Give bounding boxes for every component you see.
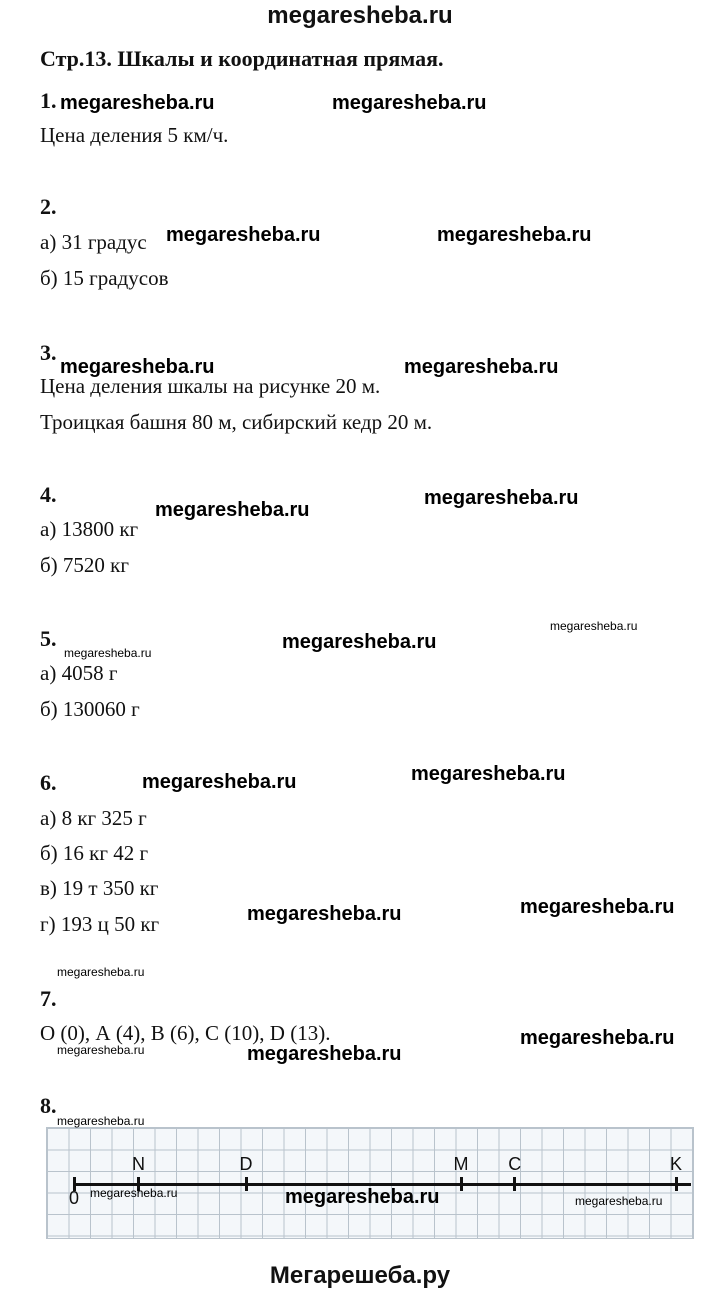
watermark: megaresheba.ru <box>247 903 402 925</box>
watermark: megaresheba.ru <box>60 92 215 114</box>
task-1-line-1: Цена деления 5 км/ч. <box>40 123 229 147</box>
watermark: megaresheba.ru <box>411 763 566 785</box>
watermark-small: megaresheba.ru <box>90 1186 178 1200</box>
page-title: Стр.13. Шкалы и координатная прямая. <box>40 46 444 71</box>
watermark: megaresheba.ru <box>404 356 559 378</box>
watermark: megaresheba.ru <box>282 631 437 653</box>
watermark: megaresheba.ru <box>520 896 675 918</box>
task-4-line-1: а) 13800 кг <box>40 517 139 541</box>
number-line-label-d: D <box>239 1154 253 1174</box>
watermark: megaresheba.ru <box>142 771 297 793</box>
number-line-tick-m <box>460 1177 463 1191</box>
task-5-line-1: а) 4058 г <box>40 661 118 685</box>
watermark: megaresheba.ru <box>155 499 310 521</box>
number-line-label-n: N <box>132 1154 145 1174</box>
task-2-line-1: а) 31 градус <box>40 230 147 254</box>
watermark: megaresheba.ru <box>437 224 592 246</box>
watermark-small: megaresheba.ru <box>57 1114 145 1128</box>
watermark: megaresheba.ru <box>247 1043 402 1065</box>
watermark: megaresheba.ru <box>60 356 215 378</box>
number-line-zero-label: 0 <box>68 1188 80 1208</box>
number-line-tick-d <box>245 1177 248 1191</box>
number-line-label-c: C <box>508 1154 522 1174</box>
task-number-8: 8. <box>40 1093 57 1118</box>
watermark: megaresheba.ru <box>285 1186 440 1208</box>
watermark: megaresheba.ru <box>520 1027 675 1049</box>
task-3-line-1: Цена деления шкалы на рисунке 20 м. <box>40 374 381 398</box>
task-5-line-2: б) 130060 г <box>40 697 140 721</box>
watermark: megaresheba.ru <box>424 487 579 509</box>
task-7-line-1: О (0), А (4), В (6), С (10), D (13). <box>40 1021 331 1045</box>
number-line-label-m: M <box>453 1154 469 1174</box>
watermark-small: megaresheba.ru <box>64 646 152 660</box>
watermark: megaresheba.ru <box>332 92 487 114</box>
task-number-2: 2. <box>40 194 57 219</box>
task-2-line-2: б) 15 градусов <box>40 266 169 290</box>
task-6-line-3: в) 19 т 350 кг <box>40 876 159 900</box>
task-4-line-2: б) 7520 кг <box>40 553 129 577</box>
watermark-small: megaresheba.ru <box>57 965 145 979</box>
task-6-line-1: а) 8 кг 325 г <box>40 806 147 830</box>
watermark-small: megaresheba.ru <box>550 619 638 633</box>
task-number-1: 1. <box>40 88 57 113</box>
task-number-3: 3. <box>40 340 57 365</box>
number-line-tick-k <box>675 1177 678 1191</box>
watermark: megaresheba.ru <box>166 224 321 246</box>
site-footer: Мегарешеба.ру <box>269 1262 451 1289</box>
watermark-small: megaresheba.ru <box>57 1043 145 1057</box>
number-line-tick-c <box>513 1177 516 1191</box>
task-3-line-2: Троицкая башня 80 м, сибирский кедр 20 м. <box>40 410 433 434</box>
task-6-line-2: б) 16 кг 42 г <box>40 841 149 865</box>
task-number-4: 4. <box>40 482 57 507</box>
task-number-6: 6. <box>40 770 57 795</box>
site-header: megaresheba.ru <box>267 2 453 29</box>
number-line-figure <box>46 1127 694 1239</box>
task-number-7: 7. <box>40 986 57 1011</box>
watermark-small: megaresheba.ru <box>575 1194 663 1208</box>
task-6-line-4: г) 193 ц 50 кг <box>40 912 160 936</box>
task-number-5: 5. <box>40 626 57 651</box>
number-line-label-k: K <box>669 1154 683 1174</box>
